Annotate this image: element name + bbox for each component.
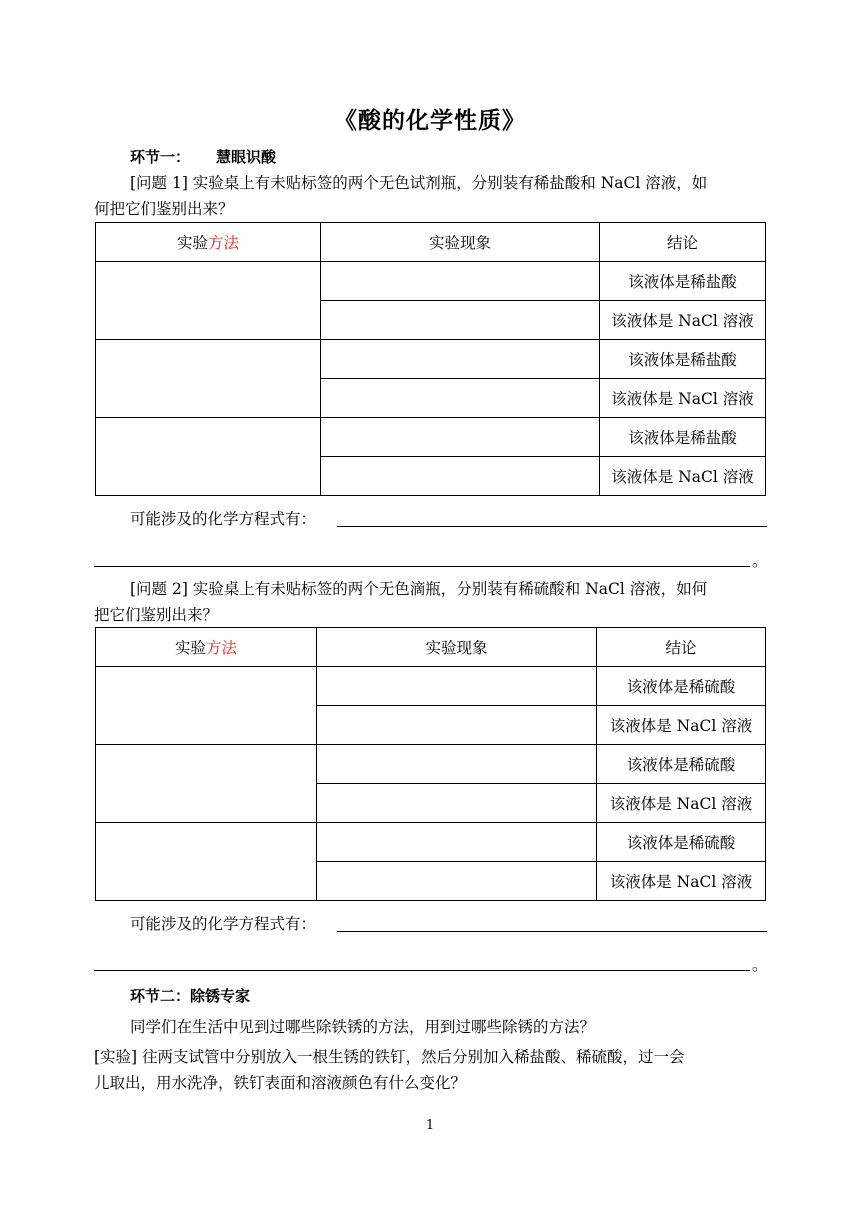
equation-blank-2a[interactable] <box>337 931 767 932</box>
conclusion-cell: 该液体是 NaCl 溶液 <box>597 784 766 823</box>
conclusion-cell: 该液体是稀盐酸 <box>600 418 766 457</box>
phenomenon-cell[interactable] <box>317 667 597 706</box>
question2-line2: 把它们鉴别出来？ <box>94 606 219 624</box>
equation-blank-1a[interactable] <box>337 526 767 527</box>
conclusion-cell: 该液体是 NaCl 溶液 <box>600 301 766 340</box>
question1-line2: 何把它们鉴别出来？ <box>94 200 234 218</box>
header-conclusion: 结论 <box>600 223 766 262</box>
identification-table-2 <box>95 627 766 901</box>
conclusion-cell: 该液体是 NaCl 溶液 <box>597 862 766 901</box>
conclusion-cell: 该液体是稀盐酸 <box>600 340 766 379</box>
phenomenon-cell[interactable] <box>321 340 600 379</box>
table-header-row <box>96 223 766 262</box>
section1-heading <box>130 146 276 168</box>
table-row <box>96 667 766 706</box>
page-title: 《酸的化学性质》 <box>334 107 526 134</box>
table-row <box>96 262 766 301</box>
conclusion-cell: 该液体是稀硫酸 <box>597 667 766 706</box>
section2-heading: 环节二：除锈专家 <box>130 987 251 1005</box>
method-cell[interactable] <box>96 823 317 901</box>
conclusion-cell: 该液体是稀盐酸 <box>600 262 766 301</box>
phenomenon-cell[interactable] <box>321 457 600 496</box>
header-phenomenon: 实验现象 <box>317 628 597 667</box>
phenomenon-cell[interactable] <box>321 301 600 340</box>
section1-heading-label: 环节一： <box>130 148 191 166</box>
phenomenon-cell[interactable] <box>321 379 600 418</box>
equation-label-1: 可能涉及的化学方程式有： <box>130 510 317 528</box>
method-cell[interactable] <box>96 745 317 823</box>
table-header-row <box>96 628 766 667</box>
section2-intro: 同学们在生活中见到过哪些除铁锈的方法，用到过哪些除锈的方法？ <box>130 1018 596 1036</box>
section1-heading-title: 慧眼识酸 <box>216 148 277 166</box>
conclusion-cell: 该液体是 NaCl 溶液 <box>600 457 766 496</box>
equation-blank-2b[interactable] <box>94 970 750 971</box>
phenomenon-cell[interactable] <box>317 862 597 901</box>
method-cell[interactable] <box>96 667 317 745</box>
method-cell[interactable] <box>96 262 321 340</box>
question1-line1: [问题 1] 实验桌上有未贴标签的两个无色试剂瓶，分别装有稀盐酸和 NaCl 溶液，如 <box>130 174 708 192</box>
question2-line1: [问题 2] 实验桌上有未贴标签的两个无色滴瓶，分别装有稀硫酸和 NaCl 溶液，如何 <box>130 580 708 598</box>
phenomenon-cell[interactable] <box>317 823 597 862</box>
page-number: 1 <box>425 1118 435 1133</box>
experiment-line2: 儿取出，用水洗净，铁钉表面和溶液颜色有什么变化？ <box>94 1074 467 1092</box>
equation-label-2: 可能涉及的化学方程式有： <box>130 915 317 933</box>
period-1: 。 <box>752 552 768 570</box>
conclusion-cell: 该液体是 NaCl 溶液 <box>600 379 766 418</box>
table-row <box>96 340 766 379</box>
period-2: 。 <box>752 956 768 974</box>
phenomenon-cell[interactable] <box>321 262 600 301</box>
table-row <box>96 823 766 862</box>
phenomenon-cell[interactable] <box>317 706 597 745</box>
phenomenon-cell[interactable] <box>317 745 597 784</box>
header-phenomenon: 实验现象 <box>321 223 600 262</box>
header-method: 实验方法 <box>96 628 317 667</box>
table-row <box>96 745 766 784</box>
equation-blank-1b[interactable] <box>94 566 750 567</box>
phenomenon-cell[interactable] <box>321 418 600 457</box>
table-row <box>96 418 766 457</box>
identification-table-1 <box>95 222 766 496</box>
method-cell[interactable] <box>96 340 321 418</box>
conclusion-cell: 该液体是稀硫酸 <box>597 823 766 862</box>
phenomenon-cell[interactable] <box>317 784 597 823</box>
experiment-line1: [实验] 往两支试管中分别放入一根生锈的铁钉，然后分别加入稀盐酸、稀硫酸，过一会 <box>94 1048 685 1066</box>
header-method: 实验方法 <box>96 223 321 262</box>
conclusion-cell: 该液体是 NaCl 溶液 <box>597 706 766 745</box>
conclusion-cell: 该液体是稀硫酸 <box>597 745 766 784</box>
header-conclusion: 结论 <box>597 628 766 667</box>
method-cell[interactable] <box>96 418 321 496</box>
